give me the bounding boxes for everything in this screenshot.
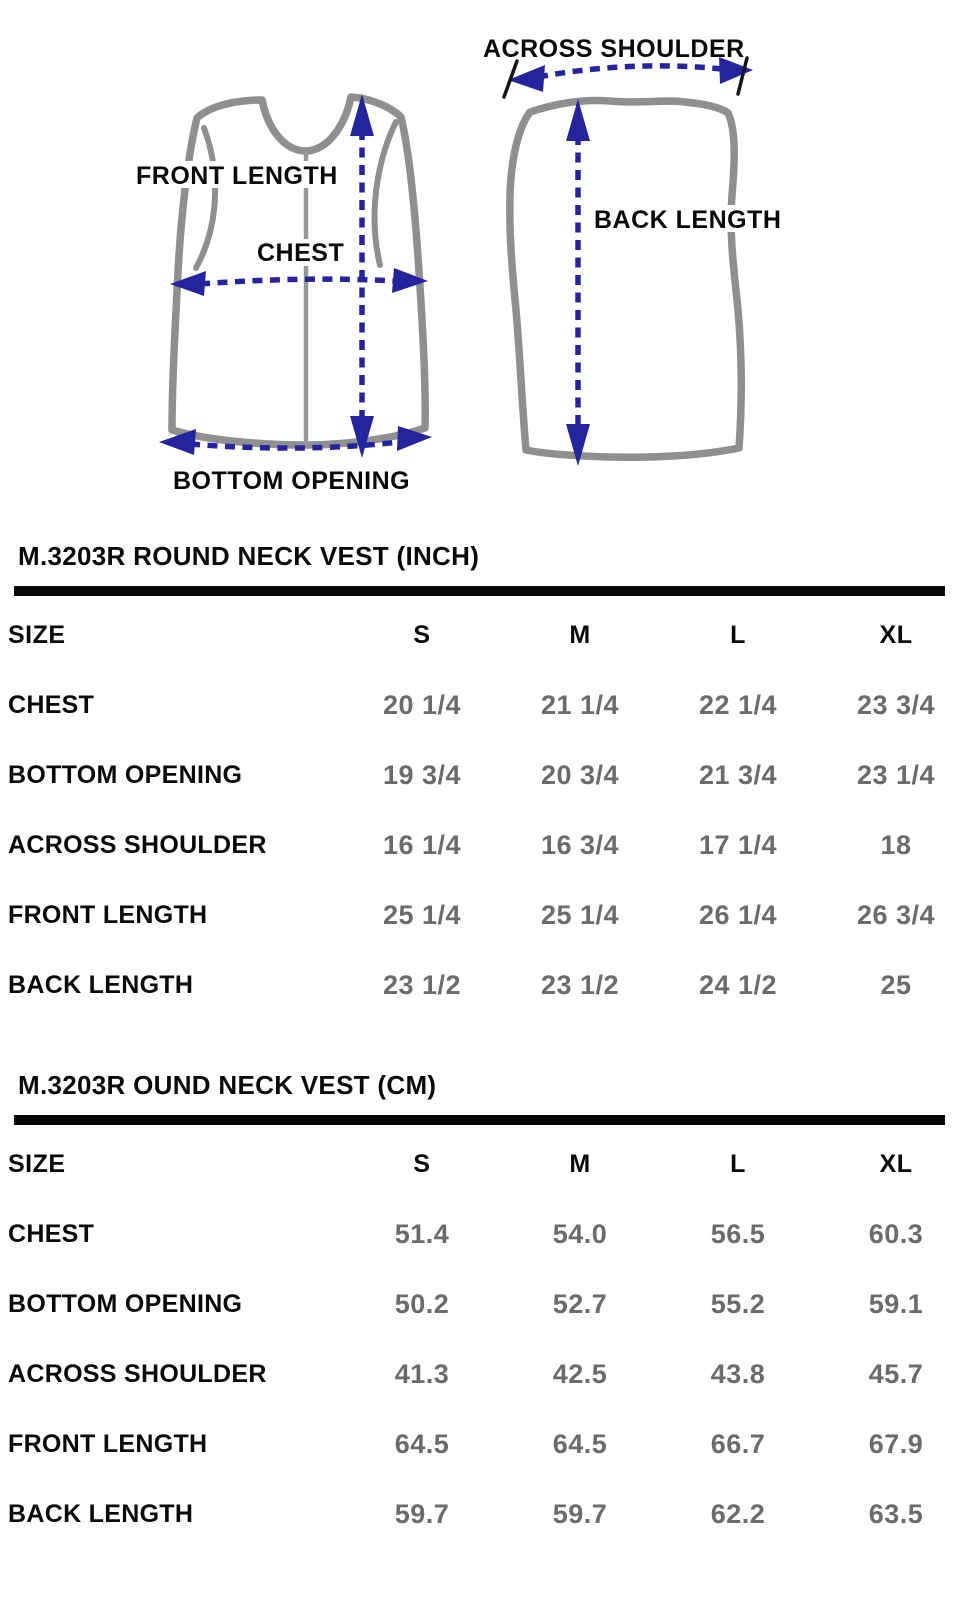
value-back-length-s: 23 1/2 (382, 970, 462, 1000)
value-front-length-s: 64.5 (394, 1429, 450, 1459)
row-label-across-shoulder: ACROSS SHOULDER (8, 831, 267, 859)
value-chest-m: 54.0 (552, 1219, 608, 1249)
row-label-bottom-opening: BOTTOM OPENING (8, 761, 243, 789)
column-header-m: M (569, 621, 591, 649)
value-front-length-s: 25 1/4 (382, 900, 462, 930)
value-chest-m: 21 1/4 (540, 690, 620, 720)
value-bottom-opening-l: 21 3/4 (698, 760, 778, 790)
value-back-length-m: 23 1/2 (540, 970, 620, 1000)
divider-rule (14, 586, 945, 596)
column-header-size: SIZE (8, 621, 66, 649)
value-chest-l: 22 1/4 (698, 690, 778, 720)
value-front-length-m: 25 1/4 (540, 900, 620, 930)
column-header-m: M (569, 1150, 591, 1178)
row-label-back-length: BACK LENGTH (8, 1500, 194, 1528)
back-vest-outline (510, 100, 741, 457)
value-bottom-opening-xl: 59.1 (868, 1289, 924, 1319)
value-across-shoulder-xl: 45.7 (868, 1359, 924, 1389)
row-label-chest: CHEST (8, 691, 95, 719)
value-front-length-l: 26 1/4 (698, 900, 778, 930)
divider-rule (14, 1115, 945, 1125)
value-chest-l: 56.5 (710, 1219, 766, 1249)
table-title-cm: M.3203R OUND NECK VEST (CM) (18, 1070, 437, 1100)
value-back-length-s: 59.7 (394, 1499, 450, 1529)
row-label-back-length: BACK LENGTH (8, 971, 194, 999)
row-label-front-length: FRONT LENGTH (8, 901, 208, 929)
column-header-size: SIZE (8, 1150, 66, 1178)
size-table-cm (0, 1125, 973, 1529)
value-across-shoulder-s: 16 1/4 (382, 830, 462, 860)
value-back-length-l: 62.2 (710, 1499, 766, 1529)
value-across-shoulder-m: 16 3/4 (540, 830, 620, 860)
value-bottom-opening-s: 50.2 (394, 1289, 450, 1319)
column-header-xl: XL (879, 621, 913, 649)
value-bottom-opening-xl: 23 1/4 (856, 760, 936, 790)
size-table-inch (0, 596, 973, 1000)
size-table-section-cm (0, 1070, 973, 1529)
value-front-length-xl: 67.9 (868, 1429, 924, 1459)
value-across-shoulder-l: 17 1/4 (698, 830, 778, 860)
value-bottom-opening-s: 19 3/4 (382, 760, 462, 790)
value-chest-xl: 60.3 (868, 1219, 924, 1249)
value-back-length-l: 24 1/2 (698, 970, 778, 1000)
across-shoulder-arrow (504, 57, 753, 97)
value-bottom-opening-l: 55.2 (710, 1289, 766, 1319)
value-across-shoulder-m: 42.5 (552, 1359, 608, 1389)
table-title-inch: M.3203R ROUND NECK VEST (INCH) (18, 541, 480, 571)
chest-label: CHEST (257, 239, 345, 267)
value-chest-s: 20 1/4 (382, 690, 462, 720)
value-front-length-l: 66.7 (710, 1429, 766, 1459)
column-header-l: L (730, 1150, 746, 1178)
back-length-label: BACK LENGTH (594, 206, 782, 234)
vest-measurement-diagram (0, 0, 973, 505)
row-label-chest: CHEST (8, 1220, 95, 1248)
value-back-length-m: 59.7 (552, 1499, 608, 1529)
value-bottom-opening-m: 52.7 (552, 1289, 608, 1319)
row-label-front-length: FRONT LENGTH (8, 1430, 208, 1458)
value-across-shoulder-xl: 18 (880, 830, 912, 860)
row-label-across-shoulder: ACROSS SHOULDER (8, 1360, 267, 1388)
value-bottom-opening-m: 20 3/4 (540, 760, 620, 790)
column-header-xl: XL (879, 1150, 913, 1178)
size-table-section-inch (0, 541, 973, 1000)
value-across-shoulder-s: 41.3 (394, 1359, 450, 1389)
column-header-s: S (413, 1150, 431, 1178)
value-back-length-xl: 63.5 (868, 1499, 924, 1529)
value-front-length-xl: 26 3/4 (856, 900, 936, 930)
value-front-length-m: 64.5 (552, 1429, 608, 1459)
value-back-length-xl: 25 (880, 970, 912, 1000)
front-length-label: FRONT LENGTH (136, 162, 338, 190)
value-chest-xl: 23 3/4 (856, 690, 936, 720)
row-label-bottom-opening: BOTTOM OPENING (8, 1290, 243, 1318)
column-header-l: L (730, 621, 746, 649)
value-across-shoulder-l: 43.8 (710, 1359, 766, 1389)
across-shoulder-label: ACROSS SHOULDER (483, 35, 745, 63)
column-header-s: S (413, 621, 431, 649)
value-chest-s: 51.4 (394, 1219, 450, 1249)
bottom-opening-label: BOTTOM OPENING (173, 467, 411, 495)
